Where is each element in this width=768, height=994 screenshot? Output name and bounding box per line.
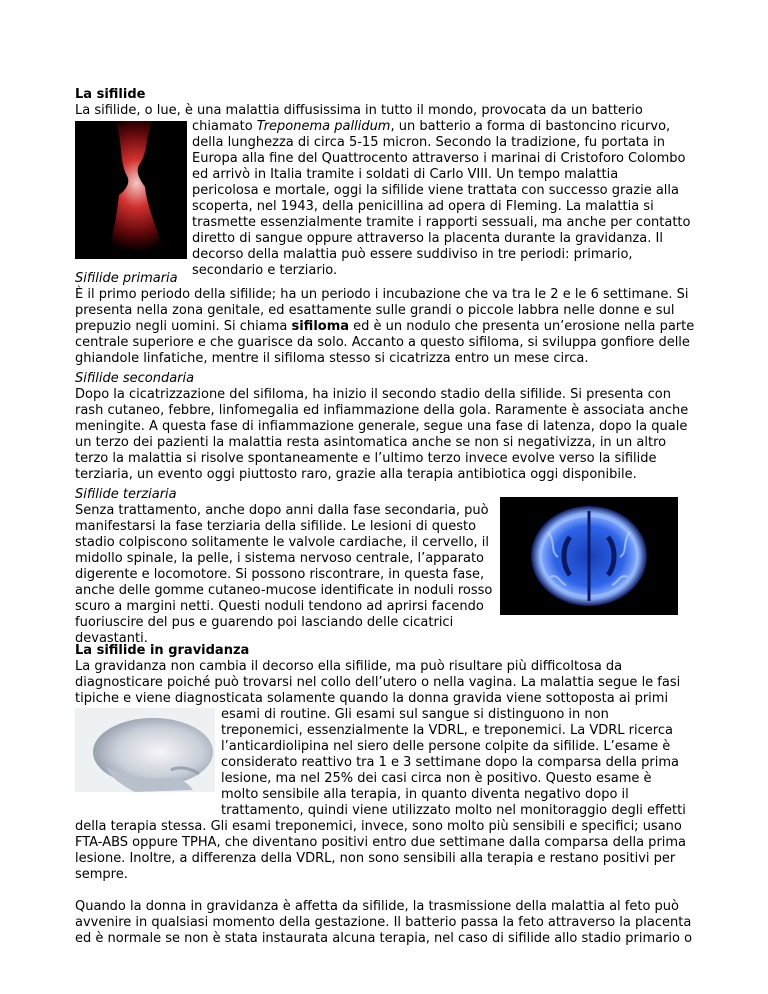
- subheading-sifilide-primaria: Sifilide primaria: [75, 271, 178, 286]
- paragraph-gravidanza-wrap: esami di routine. Gli esami sul sangue si distinguono in non treponemici, essenzialmente la VDRL, e treponemici. La VDRL ricerca l’anticardiolipina nel siero delle persone colpite da sifilide. L’esame è considerato reattivo tra 1 e 3 settimane dopo la comparsa della prima lesione, ma nel 25% dei casi circa non è positivo. Questo esame è molto sensibile alla terapia, in quanto diventa negativo dopo il trattamento, quindi viene utilizzato molto nel monitoraggio degli effetti: [221, 707, 686, 818]
- couple-silhouette-photo: [75, 121, 187, 259]
- subheading-sifilide-secondaria: Sifilide secondaria: [75, 371, 195, 386]
- term-sifiloma: sifiloma: [291, 319, 350, 334]
- intro-line: La sifilide, o lue, è una malattia diffusissima in tutto il mondo, provocata da un batterio: [75, 103, 643, 118]
- paragraph-terziaria: Senza trattamento, anche dopo anni dalla fase secondaria, può manifestarsi la fase terziaria della sifilide. Le lesioni di questo stadio colpiscono solitamente le valvole cardiache, il cervello, il midollo spinale, la pelle, i sistema nervoso centrale, l’apparato digerente e locomotore. Si possono riscontrare, in questa fase, anche delle gomme cutaneo-mucose identificate in noduli rosso scuro a margini netti. Questi noduli tendono ad aprirsi facendo fuoriuscire del pus e guarendo poi lasciando delle cicatrici devastanti.: [75, 503, 493, 646]
- paragraph-gravidanza-top: La gravidanza non cambia il decorso ella sifilide, ma può risultare più difficoltosa da diagnosticare poiché può trovarsi nel collo dell’utero o nella vagina. La malattia segue le fasi tipiche e viene diagnosticata solamente quando la donna gravida viene sottoposta ai primi: [75, 659, 681, 706]
- pregnant-belly-photo: [75, 708, 215, 792]
- paragraph-secondaria: Dopo la cicatrizzazione del sifiloma, ha inizio il secondo stadio della sifilide. Si presenta con rash cutaneo, febbre, linfomegalia ed infiammazione della gola. Raramente è associata anche meningite. A questa fase di infiammazione generale, segue una fase di latenza, dopo la quale un terzo dei pazienti la malattia resta asintomatica anche se non si negativizza, in un altro terzo la malattia si risolve spontaneamente e l’ultimo terzo invece evolve verso la sifilide terziaria, un evento oggi piuttosto raro, grazie alla terapia antibiotica oggi disponibile.: [75, 387, 689, 482]
- paragraph-trasmissione: Quando la donna in gravidanza è affetta da sifilide, la trasmissione della malattia al feto può avvenire in qualsiasi momento della gestazione. Il batterio passa la feto attraverso la placenta ed è normale se non è stata instaurata alcuna terapia, nel caso di sifilide allo stadio primario o: [75, 899, 693, 946]
- subheading-sifilide-terziaria: Sifilide terziaria: [75, 487, 177, 502]
- intro-wrap-text: chiamato Treponema pallidum, un batterio a forma di bastoncino ricurvo, della lunghezza di circa 5-15 micron. Secondo la tradizione, fu portata in Europa alla fine del Quattrocento attraverso i marinai di Cristoforo Colombo ed arrivò in Italia tramite i soldati di Carlo VIII. Un tempo malattia pericolosa e mortale, oggi la sifilide viene trattata con successo grazie alla scoperta, nel 1943, della penicillina ad opera di Fleming. La malattia si trasmette essenzialmente tramite i rapporti sessuali, ma anche per contatto diretto di sangue oppure attraverso la placenta durante la gravidanza. Il decorso della malattia può essere suddiviso in tre periodi: primario, secondario e terziario.: [192, 119, 691, 278]
- brain-mri-scan-image: [500, 497, 678, 615]
- paragraph-primaria: È il primo periodo della sifilide; ha un periodo i incubazione che va tra le 2 e le 6 settimane. Si presenta nella zona genitale, ed esattamente sulle grandi o piccole labbra nelle donne e sul prepuzio negli uomini. Si chiama sifiloma ed è un nodulo che presenta un’erosione nella parte centrale superiore e che guarisce da solo. Accanto a questo sifiloma, si sviluppa gonfiore delle ghiandole linfatiche, mentre il sifiloma stesso si cicatrizza entro un mese circa.: [75, 287, 695, 366]
- paragraph-gravidanza-bottom: della terapia stessa. Gli esami treponemici, invece, sono molto più sensibili e specifici; usano FTA-ABS oppure TPHA, che diventano positivi entro due settimane dalla comparsa della prima lesione. Inoltre, a differenza della VDRL, non sono sensibili alla terapia e restano positivi per sempre.: [75, 819, 687, 882]
- section-heading-gravidanza: La sifilide in gravidanza: [75, 643, 250, 658]
- section-heading-sifilide: La sifilide: [75, 87, 146, 102]
